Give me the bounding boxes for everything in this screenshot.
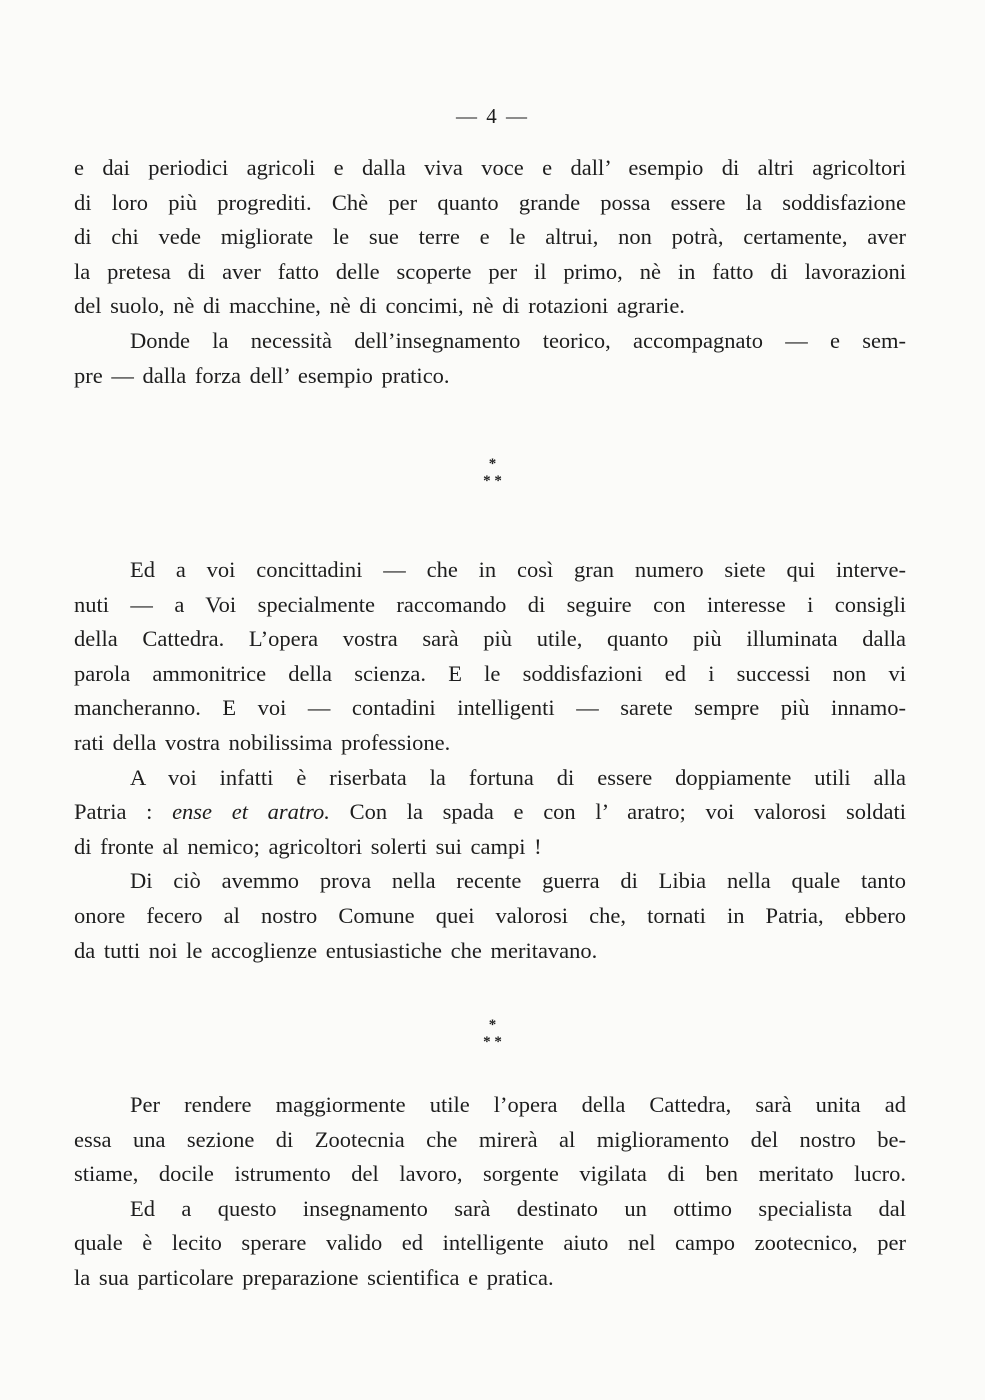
text-fragment: Con la spada e con l’ aratro; voi valorosi soldati	[329, 799, 907, 825]
text-line: di loro più progrediti. Chè per quanto grande possa essere la soddisfazione	[74, 189, 906, 215]
text-line: rati della vostra nobilissima professione.	[74, 729, 451, 755]
text-line: di fronte al nemico; agricoltori solerti sui campi !	[74, 833, 542, 859]
text-fragment: Patria :	[74, 799, 173, 825]
text-line: della Cattedra. L’opera vostra sarà più utile, quanto più illuminata dalla	[74, 626, 906, 652]
text-line: del suolo, nè di macchine, nè di concimi, nè di rotazioni agrarie.	[74, 293, 685, 319]
asterism-top: *	[488, 1017, 497, 1033]
text-line: parola ammonitrice della scienza. E le soddisfazioni ed i successi non vi	[74, 660, 906, 686]
text-line: e dai periodici agricoli e dalla viva voce e dall’ esempio di altri agricoltori	[74, 155, 906, 180]
text-line: essa una sezione di Zootecnia che mirerà al miglioramento del nostro be-	[74, 1126, 906, 1152]
text-line: nuti — a Voi specialmente raccomando di seguire con interesse i consigli	[74, 591, 906, 617]
page-number: — 4 —	[456, 104, 529, 128]
text-line: Di ciò avemmo prova nella recente guerra di Libia nella quale tanto	[130, 868, 906, 894]
text-line: da tutti noi le accoglienze entusiastiche che meritavano.	[74, 937, 598, 963]
text-line: la pretesa di aver fatto delle scoperte per il primo, nè in fatto di lavorazioni	[74, 258, 906, 284]
text-line: Per rendere maggiormente utile l’opera della Cattedra, sarà unita ad	[130, 1092, 906, 1117]
latin-motto: ense et aratro.	[172, 799, 330, 825]
text-line: Donde la necessità dell’insegnamento teorico, accompagnato — e sem-	[130, 327, 906, 353]
text-line: stiame, docile istrumento del lavoro, sorgente vigilata di ben meritato lucro.	[74, 1161, 906, 1187]
asterism-bottom: * *	[483, 473, 502, 489]
asterism-separator	[0, 456, 985, 490]
text-line: la sua particolare preparazione scientifica e pratica.	[74, 1264, 554, 1290]
asterism-top: *	[488, 456, 497, 472]
text-line: onore fecero al nostro Comune quei valorosi che, tornati in Patria, ebbero	[74, 902, 906, 928]
asterism-separator	[0, 1017, 985, 1051]
text-line: di chi vede migliorate le sue terre e le altrui, non potrà, certamente, aver	[74, 224, 906, 250]
paragraph-block-3	[74, 1088, 906, 1296]
paragraph-block-2	[74, 553, 906, 968]
text-line: Ed a voi concittadini — che in così gran numero siete qui interve-	[130, 557, 906, 582]
text-line: quale è lecito sperare valido ed intelligente aiuto nel campo zootecnico, per	[74, 1230, 906, 1256]
text-line: A voi infatti è riserbata la fortuna di essere doppiamente utili alla	[130, 764, 906, 790]
paragraph-block-1	[74, 151, 906, 393]
asterism-bottom: * *	[483, 1034, 502, 1050]
text-line	[74, 795, 906, 830]
text-line: Ed a questo insegnamento sarà destinato un ottimo specialista dal	[130, 1195, 906, 1221]
text-line: mancheranno. E voi — contadini intelligenti — sarete sempre più innamo-	[74, 695, 906, 721]
text-line: pre — dalla forza dell’ esempio pratico.	[74, 362, 450, 388]
